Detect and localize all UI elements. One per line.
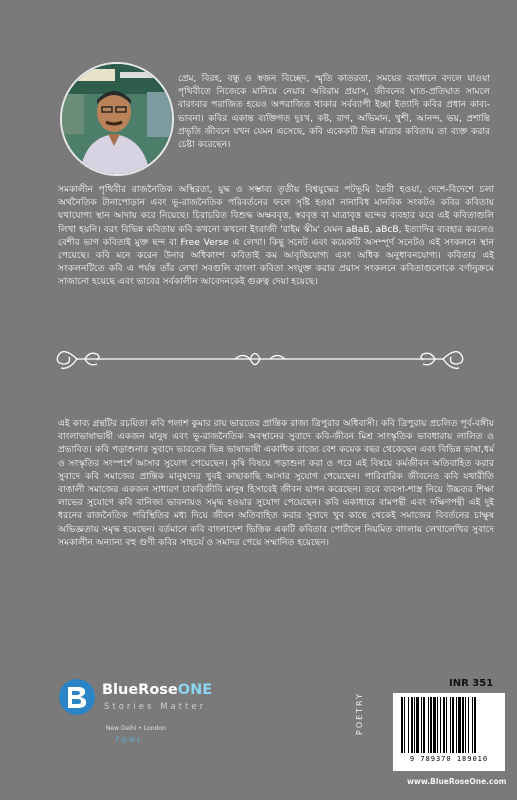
author-blurb: প্রেম, বিরহ, বন্ধু ও স্বজন বিচ্ছেদ, স্মৃতি কাতরতা, সময়ের ব্যবধানে বদলে যাওয়া পৃথিবীতে নিজেকে মানিয়ে নেয়ার অবিরাম প্রয়াস, জীবনের ঘাত-প্রতিঘাত সামলে বারংবার পরাজিত হয়েও অপরাজিত থাকার সর্বব্যাপী ইচ্ছা ইত্যাদি কবির প্রধান কাব্য-ভাবনা। কবির একান্ত ব্যক্তিগত দুঃখ, কষ্ট, রাগ, অভিমান, খুশী, আনন্দ, ভয়, প্রশান্তি প্রভৃতি জীবনে যখন যেমন এসেছে, কবি একেকটি ভিন্ন মাত্রার কবিতায় তা ব্যক্ত করার চেষ্টা করেছেন।	[178, 74, 490, 151]
social-media-icons: f ◎ ✉ t	[116, 736, 140, 744]
summary-paragraph-1: সমকালীন পৃথিবীর রাজনৈতিক অস্থিরতা, যুদ্ধ ও সম্ভাব্য তৃতীয় বিশ্বযুদ্ধের পটভূমি তৈরী হওয়া, দেশে-বিদেশে চলা অর্থনৈতিক টানাপোড়ান এবং ভূ-রাজনৈতিক পরিবর্তনের ফলে সৃষ্টি হওয়া নানাবিধ মানবিক সংকটও কবির কবিতায় যথাযোগ্য স্থান আদায় করে নিয়েছে। চিরাচরিত বিশুদ্ধ অক্ষরবৃত্ত, স্বরবৃত্ত বা মাত্রাবৃত্ত ছন্দের ব্যবহার করে এই কবিতাগুলি লিখা হয়নি। বরং বিভিন্ন কবিতায় কবি কখনো কখনো ইংরাজী 'রাইম স্কীম' যেমন aBaB, aBcB, ইত্যাদির ব্যবহার করলেও বেশীর ভাগ কবিতাই মুক্ত ছন্দ বা Free Verse এ লেখা। কিছু সনেট এবং কয়েকটি অসম্পূর্ণ সনেটও এই সংকলনে স্থান পেয়েছে। কবি মনে করেন উনার অধিকাংশ কবিতাই কম আবৃত্তিযোগ্য এবং অধিক অনুধাবনযোগ্য। কবিতার এই সংকলনটিতে কবি এ পর্যন্ত তাঁর লেখা সবগুলি বাংলা কবিতা সংযুক্ত করার প্রয়াস সংকলনে কবিতাগুলোকে বর্ণানুক্রমে সাজানো হয়েছে এবং ভাবের সর্বকালীন আবেদনকেই গুরুত্ব দেয়া হয়েছে।	[58, 185, 494, 288]
publisher-website: www.BlueRoseOne.com	[407, 777, 507, 786]
summary-paragraph-2: এই কাব্য গ্রন্থটির রচয়িতা কবি পলাশ কুমার রায় ভারতের প্রান্তিক রাজ্য ত্রিপুরার অধিবাসী। কবি ত্রিপুরায় প্রচলিত পূর্ব-বঙ্গীয় বাংলাভাষাভাষী একজন মানুষ এবং ভূ-রাজনৈতিক অবস্থানের সুবাদে কবি-জীবন মিশ্র সাংস্কৃতিক ভাবধারায় লালিত ও প্রভাবিত। কবি পড়াশুনার সুবাদে ভারতের ভিন্ন ভাষাভাষী একাধিক রাজ্যে বেশ কয়েক বছর থেকেছেন এবং বিভিন্ন ভাষা,ধর্ম ও সংস্কৃতির সংস্পর্শে আসার সুযোগ পেয়েছেন। কৃষি বিষয়ে পড়াশুনা করা ও পরে এই বিষয়ে কর্মজীবন অতিবাহিত করার সুবাদে কবি সমাজের প্রান্তিক মানুষদের খুবই কাছাকাছি আসার সুযোগ পেয়েছেন। পারিবারিক জীবনেও কবি যথারীতি বাঙালী সমাজের একজন সাধারণ চাকরিজীবি মানুষ হিসাবেই জীবন যাপন করেছেন। তবে ব্যবসা-শাস্ত্র নিয়ে উচ্চতর শিক্ষা লাভের সুযোগে কবি বানিজ্য ভাবনায়ও সমৃদ্ধ হওয়ার সুযোগ পেয়েছেন। কবি একাধারে বামপন্থী এবং দক্ষিণপন্থী এই দুই ধরনের রাজনৈতিক পরিস্থিতির মধ্য দিয়ে জীবন অতিবাহিত করার সুবাদে খুব কাছে থেকেই সমাজের বিবর্তনের চাক্ষুষ অভিজ্ঞতায় সমৃদ্ধ হয়েছেন। বর্তমানে কবি বাংলাদেশ ভিত্তিক একটি কবিতার পোর্টালে নিয়মিত বাংলায় লেখালেখির সুবাদে সমকালীন অন্যান্য বহু গুণী কবির সাহচর্য ও সমাদর পেয়ে সম্মানিত হয়েছেন।	[58, 419, 495, 548]
isbn-number: 9 789370 189010	[409, 755, 489, 763]
genre-label: POETRY	[355, 692, 364, 735]
publisher-cities: New Delhi • London	[106, 725, 166, 732]
barcode-icon	[399, 697, 499, 753]
publisher-name: BlueRoseONE	[102, 682, 213, 698]
publisher-tagline: Stories Matter	[104, 702, 207, 712]
publisher-logo	[58, 670, 218, 760]
ornamental-divider	[55, 342, 465, 376]
price-label: INR 351	[449, 678, 494, 689]
author-photo	[60, 62, 174, 176]
bluerose-logo-icon	[58, 678, 96, 716]
isbn-barcode	[393, 693, 505, 771]
